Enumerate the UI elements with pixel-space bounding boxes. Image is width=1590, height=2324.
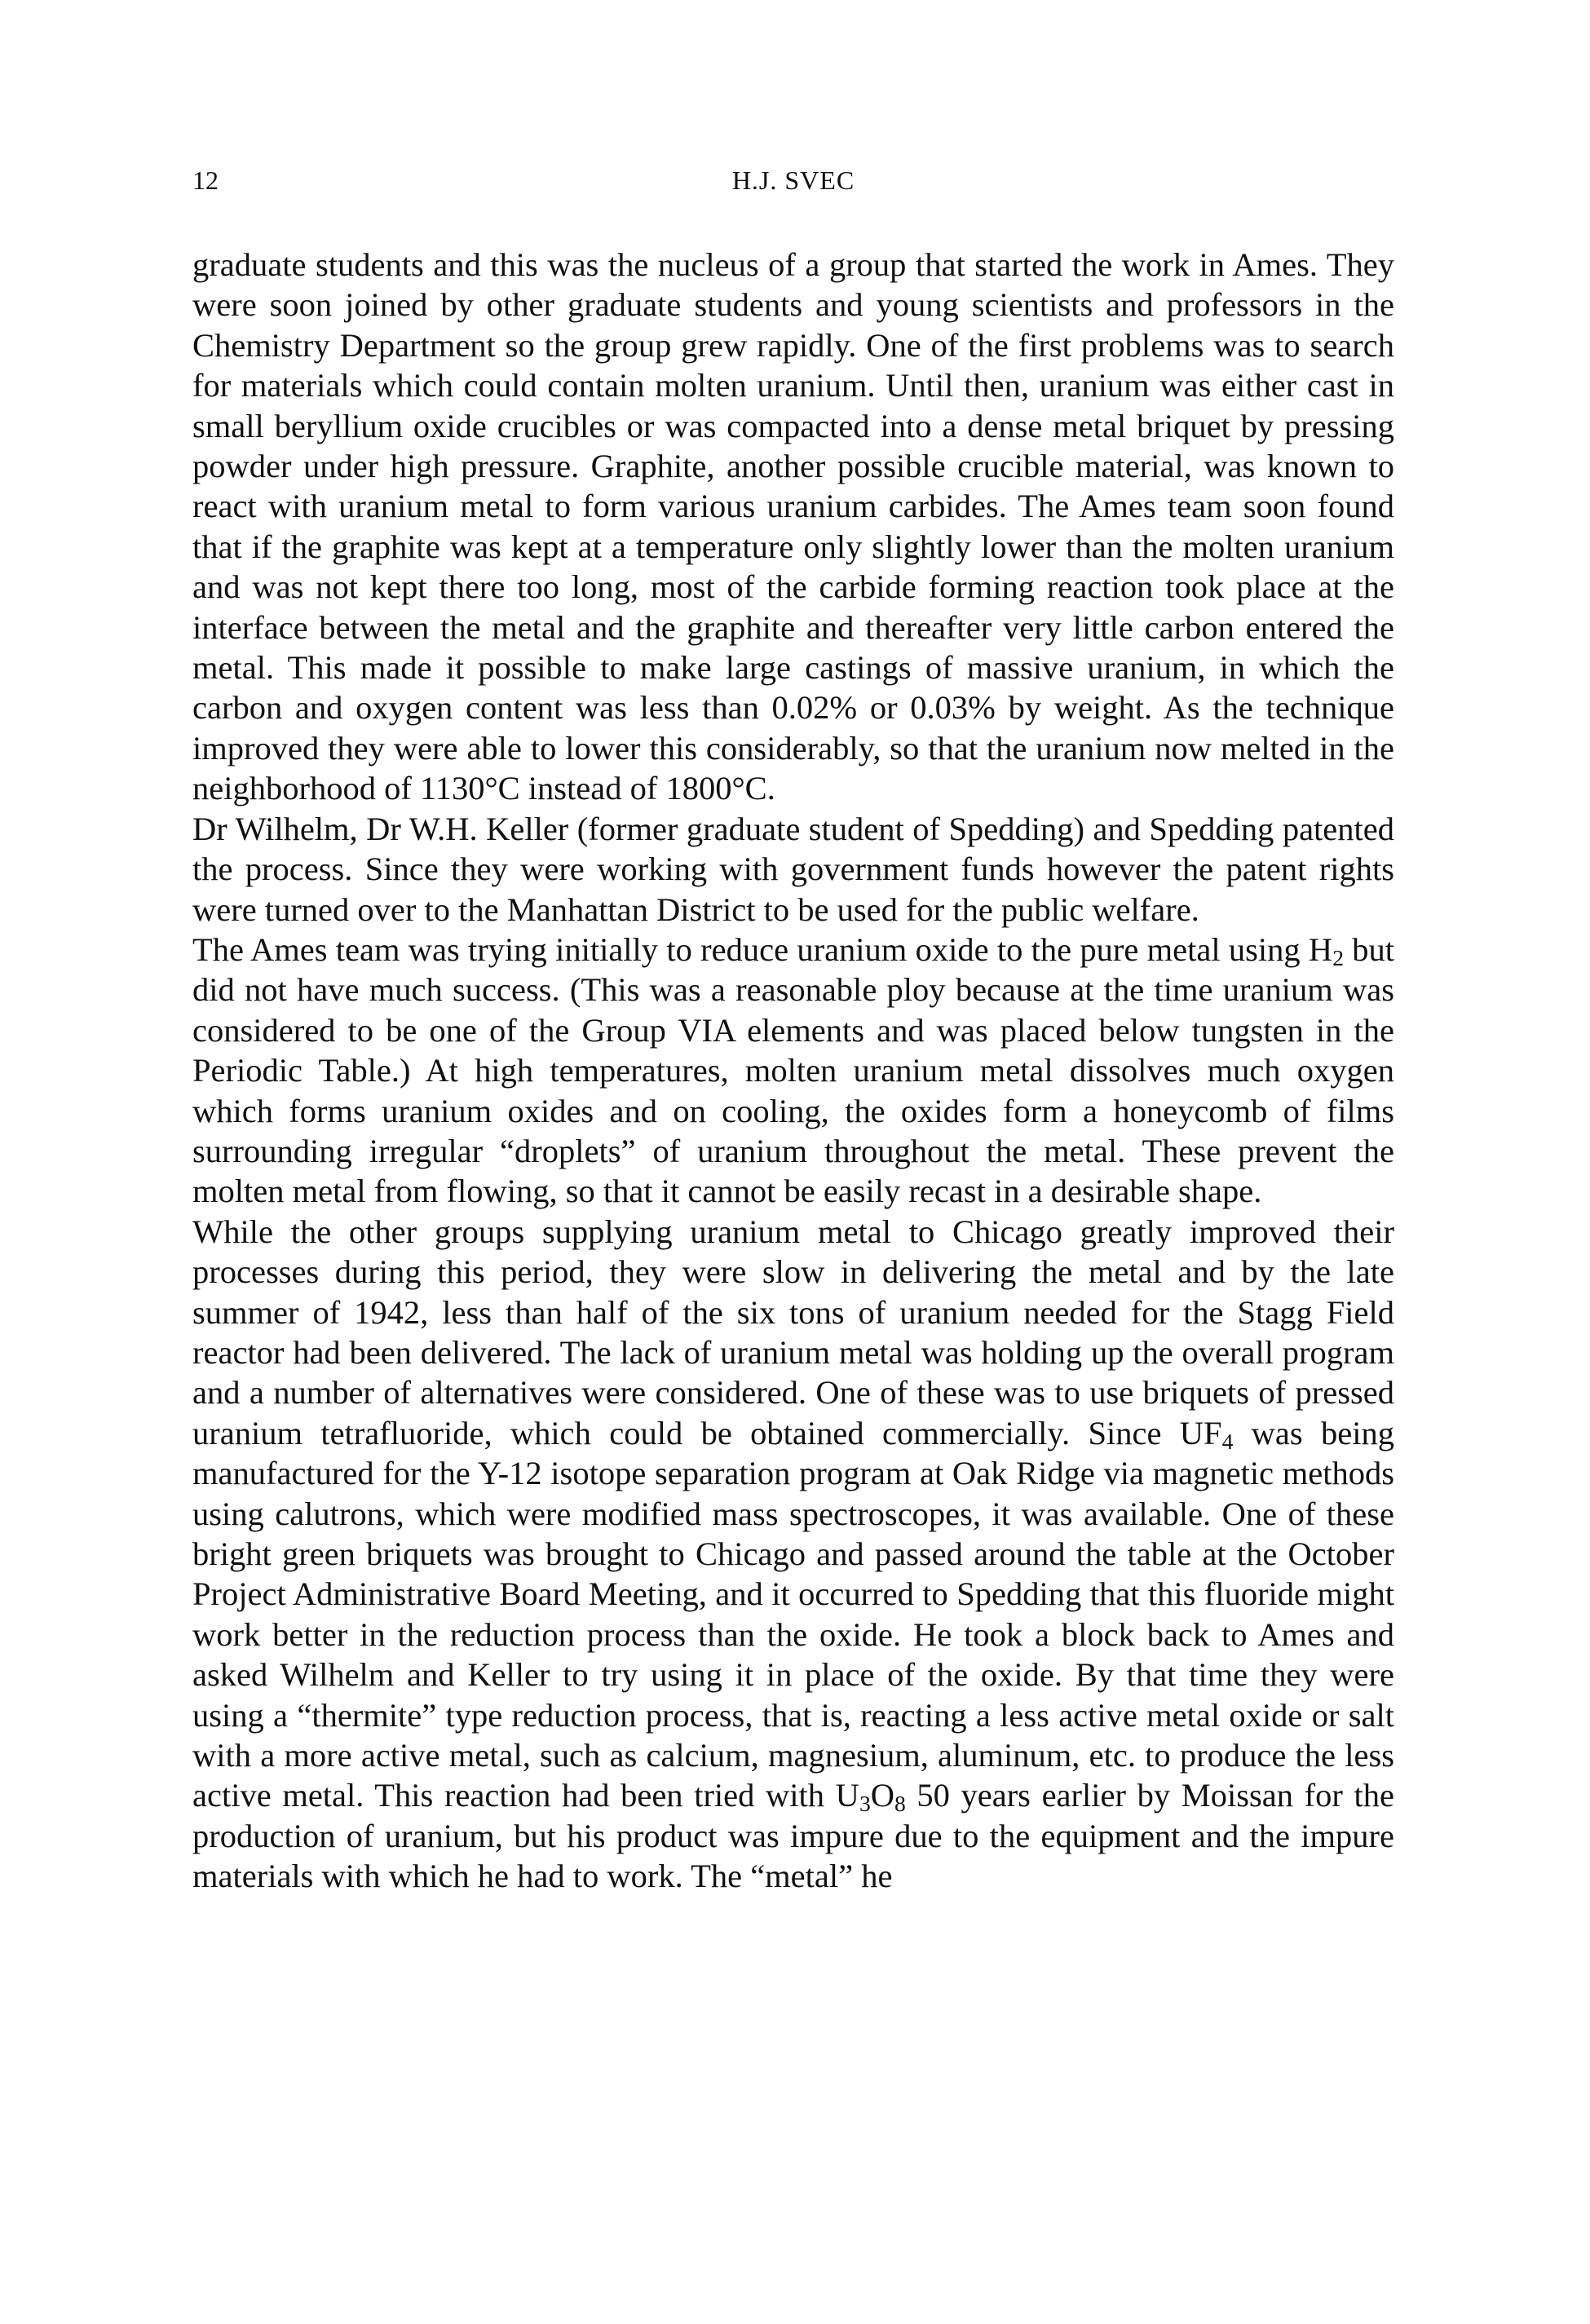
- text-run: graduate students and this was the nucleus of a group that started the work in Ames. They were soon joined by other graduate students and young scientists and professors in the Chemistry Department so the group grew rapidly. One of the first problems was to search for materials which could contain molten uranium. Until then, uranium was either cast in small beryllium oxide crucibles or was compacted into a dense metal briquet by pressing powder under high pressure. Graphite, another possible crucible material, was known to react with uranium metal to form various uranium carbides. The Ames team soon found that if the graphite was kept at a temperature only slightly lower than the molten uranium and was not kept there too long, most of the carbide forming reaction took place at the interface between the metal and the graphite and thereafter very little carbon entered the metal. This made it possible to make large castings of massive uranium, in which the carbon and oxygen content was less than 0.02% or 0.03% by weight. As the technique improved they were able to lower this considerably, so that the uranium now melted in the neighborhood of 1130°C instead of 1800°C.: [192, 246, 1394, 807]
- paragraph: [192, 930, 1394, 1212]
- text-run: The Ames team was trying initially to reduce uranium oxide to the pure metal using H: [192, 930, 1333, 968]
- paragraph: [192, 1212, 1394, 1897]
- paragraph: [192, 809, 1394, 930]
- subscript: 8: [894, 1791, 906, 1817]
- running-head: H.J. SVEC: [731, 166, 855, 195]
- page-header: [192, 161, 1394, 199]
- text-run: 50 years earlier by Moissan for the production of uranium, but his product was impure due to the equipment and the impure materials with which he had to work. The “metal” he: [192, 1777, 1394, 1895]
- text-run: While the other groups supplying uranium metal to Chicago greatly improved their processes during this period, they were slow in delivering the metal and by the late summer of 1942, less than half of the six tons of uranium needed for the Stagg Field reactor had been delivered. The lack of uranium metal was holding up the overall program and a number of alternatives were considered. One of these was to use briquets of pressed uranium tetrafluoride, which could be obtained commercially. Since UF: [192, 1213, 1394, 1451]
- text-run: Dr Wilhelm, Dr W.H. Keller (former graduate student of Spedding) and Spedding patented the process. Since they were working with government funds however the patent rights were turned over to the Manhattan District to be used for the public welfare.: [192, 810, 1394, 928]
- text-run: O: [870, 1777, 894, 1814]
- paragraph: [192, 245, 1394, 809]
- subscript: 4: [1221, 1428, 1234, 1454]
- text-body: [192, 245, 1394, 1897]
- subscript: 2: [1332, 944, 1344, 970]
- page-number: 12: [192, 166, 219, 195]
- text-run: was being manufactured for the Y-12 isotope separation program at Oak Ridge via magnetic methods using calutrons, which were modified mass spectroscopes, it was available. One of these bright green briquets was brought to Chicago and passed around the table at the October Project Administrative Board Meeting, and it occurred to Spedding that this fluoride might work better in the reduction process than the oxide. He took a block back to Ames and asked Wilhelm and Keller to try using it in place of the oxide. By that time they were using a “thermite” type reduction process, that is, reacting a less active metal oxide or salt with a more active metal, such as calcium, magnesium, aluminum, etc. to produce the less active metal. This reaction had been tried with U: [192, 1414, 1394, 1814]
- subscript: 3: [859, 1791, 871, 1817]
- text-run: but did not have much success. (This was a reasonable ploy because at the time uranium was considered to be one of the Group VIA elements and was placed below tungsten in the Periodic Table.) At high temperatures, molten uranium metal dissolves much oxygen which forms uranium oxides and on cooling, the oxides form a honeycomb of films surrounding irregular “droplets” of uranium throughout the metal. These prevent the molten metal from flowing, so that it cannot be easily recast in a desirable shape.: [192, 930, 1394, 1210]
